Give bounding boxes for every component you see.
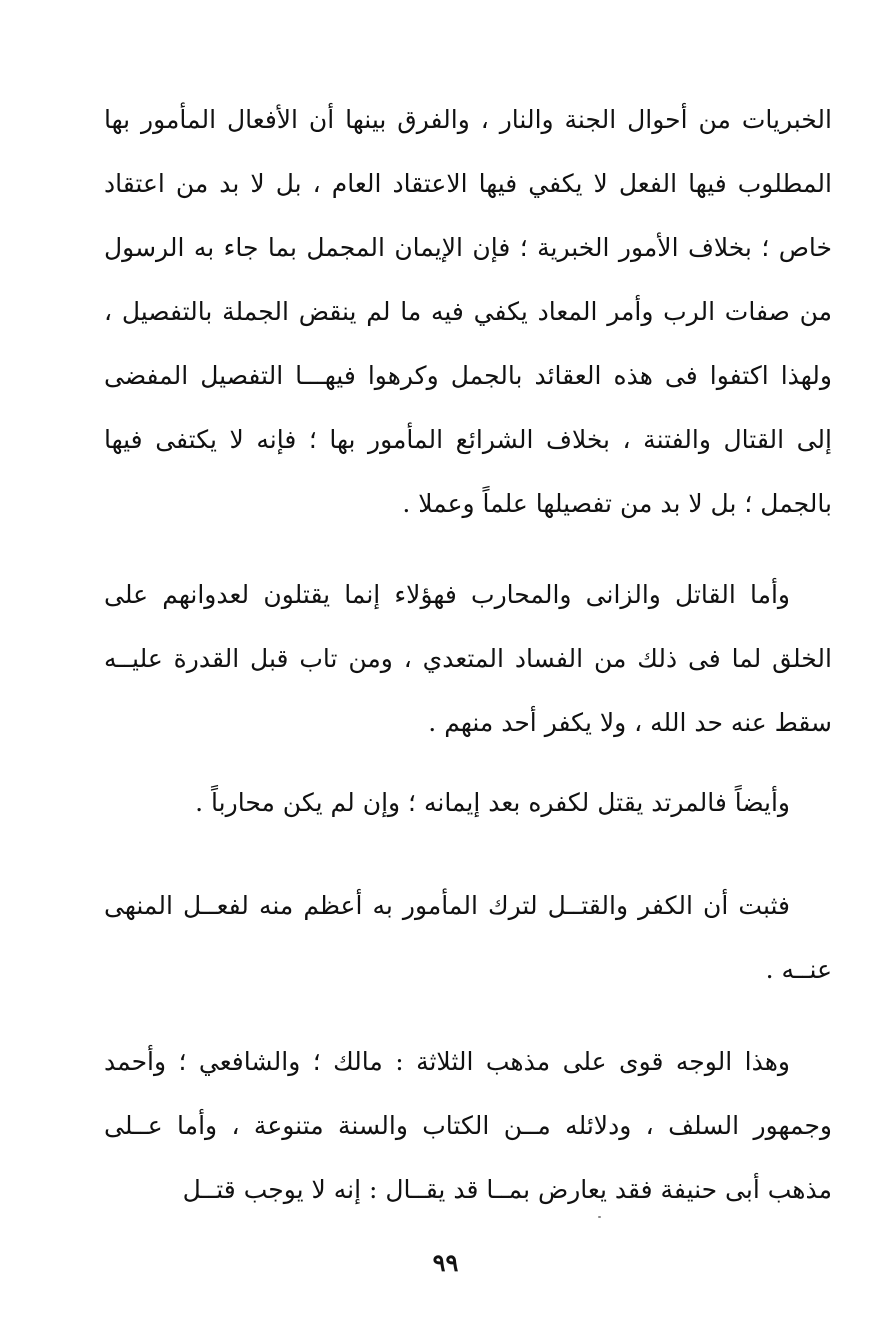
paragraph-3: وأيضاً فالمرتد يقتل لكفره بعد إيمانه ؛ وإن لم يكن محارباً . [195,788,790,817]
scan-speck [598,1216,601,1218]
paragraph-5: وهذا الوجه قوى على مذهب الثلاثة : مالك ؛ والشافعي ؛ وأحمد وجمهور السلف ، ودلائله مــن الكتاب والسنة متنوعة ، وأما عــلى مذهب أبى حنيفة فقد يعارض بمــا قد يقــال : إنه لا يوجب قتــل [104,1047,832,1204]
page-number: ٩٩ [432,1248,459,1277]
paragraph-2: وأما القاتل والزانى والمحارب فهؤلاء إنما يقتلون لعدوانهم على الخلق لما فى ذلك من الفساد المتعدي ، ومن تاب قبل القدرة عليــه سقط عنه حد الله ، ولا يكفر أحد منهم . [104,580,832,737]
paragraph-4: فثبت أن الكفر والقتــل لترك المأمور به أعظم منه لفعــل المنهى عنــه . [104,891,832,984]
paragraph-1: الخبريات من أحوال الجنة والنار ، والفرق بينها أن الأفعال المأمور بها المطلوب فيها الفعل لا يكفي فيها الاعتقاد العام ، بل لا بد من اعتقاد خاص ؛ بخلاف الأمور الخبرية ؛ فإن الإيمان المجمل بما جاء به الرسول من صفات الرب وأمر المعاد يكفي فيه ما لم ينقض الجملة بالتفصيل ، ولهذا اكتفوا فى هذه العقائد بالجمل وكرهوا فيهـــا التفصيل المفضى إلى القتال والفتنة ، بخلاف الشرائع المأمور بها ؛ فإنه لا يكتفى فيها بالجمل ؛ بل لا بد من تفصيلها علماً وعملا . [104,105,832,518]
